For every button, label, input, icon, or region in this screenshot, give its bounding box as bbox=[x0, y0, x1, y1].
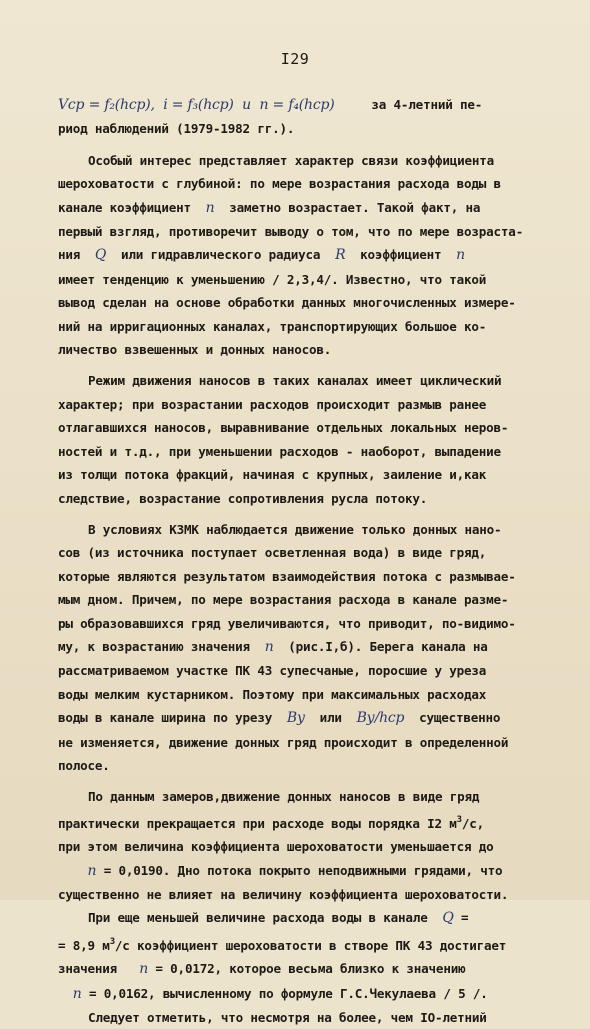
typed-text: При еще меньшей величине расхода воды в канале bbox=[88, 910, 443, 926]
superscript: 3 bbox=[456, 814, 462, 825]
page-number: I29 bbox=[280, 50, 310, 68]
typed-text: следствие, возрастание сопротивления русла потоку. bbox=[58, 490, 428, 506]
typed-text: му, к возрастанию значения bbox=[58, 638, 265, 654]
typed-text: шероховатости с глубиной: по мере возрастания расхода воды в bbox=[58, 176, 501, 192]
text-line bbox=[58, 416, 553, 439]
typed-text: ния bbox=[58, 247, 95, 263]
typed-text: По данным замеров,движение донных наносов в виде гряд bbox=[88, 789, 480, 805]
paragraph-gap bbox=[58, 510, 553, 518]
text-line bbox=[58, 172, 553, 195]
typed-text bbox=[58, 986, 73, 1001]
text-line bbox=[58, 518, 553, 541]
typed-text: воды мелким кустарником. Поэтому при максимальных расходах bbox=[58, 686, 487, 702]
typed-text: имеет тенденцию к уменьшению / 2,3,4/. Известно, что такой bbox=[58, 271, 487, 287]
handwritten-symbol: Vcp = f₂(hcp), i = f₃(hcp) и n = f₄(hcp) bbox=[58, 97, 335, 113]
handwritten-symbol: Q bbox=[442, 910, 454, 927]
typed-text: или гидравлического радиуса bbox=[106, 247, 336, 263]
text-line bbox=[58, 243, 553, 267]
paragraph-gap bbox=[58, 141, 553, 149]
typed-text: риод наблюдений (1979-1982 гг.). bbox=[58, 121, 295, 137]
text-line bbox=[58, 541, 553, 564]
handwritten-symbol: n bbox=[264, 638, 274, 655]
typed-text: из толщи потока фракций, начиная с крупных, заиление и,как bbox=[58, 467, 487, 483]
body-text bbox=[58, 93, 553, 1029]
typed-text: ры образовавшихся гряд увеличиваются, что приводит, по-видимо- bbox=[58, 615, 516, 631]
text-line bbox=[58, 957, 553, 981]
typed-text: Особый интерес представляет характер связи коэффициента bbox=[88, 152, 495, 168]
typed-text: за 4-летний пе- bbox=[334, 97, 483, 112]
text-line bbox=[58, 196, 553, 220]
typed-text: Режим движения наносов в таких каналах имеет циклический bbox=[88, 373, 502, 389]
typed-text: = 0,0190. Дно потока покрыто неподвижными грядами, что bbox=[96, 862, 503, 878]
text-line bbox=[58, 859, 553, 883]
text-line bbox=[58, 683, 553, 706]
typed-text: мым дном. Причем, по мере возрастания расхода в канале разме- bbox=[58, 592, 509, 608]
typed-text: = 8,9 м bbox=[58, 937, 110, 953]
typed-text: или bbox=[304, 710, 357, 726]
typed-text: рассматриваемом участке ПК 43 супесчаные, поросшие у уреза bbox=[58, 663, 487, 679]
handwritten-symbol: n bbox=[139, 961, 149, 978]
paragraph-gap bbox=[58, 777, 553, 785]
typed-text: характер; при возрастании расходов происходит размыв ранее bbox=[58, 396, 487, 412]
text-line bbox=[58, 588, 553, 611]
superscript: 3 bbox=[109, 936, 115, 947]
handwritten-symbol: Bу bbox=[286, 710, 305, 727]
text-line bbox=[58, 291, 553, 314]
text-line bbox=[58, 883, 553, 906]
typed-text: ностей и т.д., при уменьшении расходов - наоборот, выпадение bbox=[58, 443, 501, 459]
text-line bbox=[58, 487, 553, 510]
typed-text bbox=[58, 863, 88, 878]
handwritten-symbol: n bbox=[72, 985, 82, 1002]
handwritten-symbol: n bbox=[456, 247, 465, 264]
typed-text: В условиях КЗМК наблюдается движение только донных нано- bbox=[88, 521, 502, 537]
typed-text: = 0,0172, которое весьма близко к значению bbox=[148, 961, 466, 977]
typed-text: = bbox=[453, 910, 469, 926]
text-line bbox=[58, 117, 553, 140]
typed-text: сов (из источника поступает осветленная вода) в виде гряд, bbox=[58, 545, 487, 561]
text-line bbox=[58, 338, 553, 361]
text-line bbox=[58, 906, 553, 930]
text-line bbox=[58, 393, 553, 416]
typed-text: вывод сделан на основе обработки данных многочисленных измере- bbox=[58, 295, 516, 311]
typed-text: /с коэффициент шероховатости в створе ПК 43 достигает bbox=[114, 937, 507, 953]
typed-text: не изменяется, движение донных гряд происходит в определенной bbox=[58, 734, 509, 750]
text-line bbox=[58, 835, 553, 858]
text-line bbox=[58, 149, 553, 172]
text-line bbox=[58, 931, 553, 957]
typed-text: заметно возрастает. Такой факт, на bbox=[214, 199, 481, 215]
typed-text: канале коэффициент bbox=[58, 199, 206, 215]
text-line bbox=[58, 220, 553, 243]
typed-text: Следует отметить, что несмотря на более, чем IO-летний bbox=[88, 1010, 487, 1026]
text-line bbox=[58, 440, 553, 463]
handwritten-symbol: n bbox=[87, 862, 97, 879]
text-line bbox=[58, 612, 553, 635]
text-line bbox=[58, 754, 553, 777]
typed-text: первый взгляд, противоречит выводу о том, что по мере возраста- bbox=[58, 224, 524, 240]
paragraph-gap bbox=[58, 361, 553, 369]
text-line bbox=[58, 982, 553, 1006]
text-line bbox=[58, 706, 553, 730]
typed-text: отлагавшихся наносов, выравнивание отдельных локальных неров- bbox=[58, 420, 509, 436]
text-line bbox=[58, 565, 553, 588]
typed-text: существенно не влияет на величину коэффициента шероховатости. bbox=[58, 887, 509, 902]
typed-text: личество взвешенных и донных наносов. bbox=[58, 342, 332, 358]
text-line bbox=[58, 731, 553, 754]
typed-text: ний на ирригационных каналах, транспортирующих большое ко- bbox=[58, 318, 487, 334]
typed-text: (рис.I,б). Берега канала на bbox=[273, 638, 488, 654]
typed-text: /с, bbox=[461, 815, 485, 831]
handwritten-symbol: Bу/hср bbox=[356, 710, 405, 727]
typed-text: полосе. bbox=[58, 757, 110, 773]
typed-text: при этом величина коэффициента шероховатости уменьшается до bbox=[58, 839, 494, 855]
handwritten-symbol: n bbox=[205, 199, 215, 216]
handwritten-symbol: R bbox=[335, 247, 346, 264]
text-line bbox=[58, 369, 553, 392]
text-line bbox=[58, 268, 553, 291]
handwritten-symbol: Q bbox=[94, 247, 107, 264]
typed-text: которые являются результатом взаимодействия потока с размывае- bbox=[58, 568, 516, 584]
text-line bbox=[58, 785, 553, 808]
typed-text: существенно bbox=[404, 710, 501, 726]
text-line bbox=[58, 635, 553, 659]
text-line bbox=[58, 659, 553, 682]
typed-text: = 0,0162, вычисленному по формуле Г.С.Чекулаева / 5 /. bbox=[81, 985, 488, 1001]
text-line bbox=[58, 1006, 553, 1029]
typed-text: коэффициент bbox=[345, 247, 457, 263]
typed-text: значения bbox=[58, 961, 140, 977]
text-line bbox=[58, 809, 553, 835]
typed-text: воды в канале ширина по урезу bbox=[58, 710, 287, 726]
text-line bbox=[58, 463, 553, 486]
typed-text: практически прекращается при расходе воды порядка I2 м bbox=[58, 815, 457, 831]
text-line bbox=[58, 315, 553, 338]
text-line bbox=[58, 93, 553, 117]
